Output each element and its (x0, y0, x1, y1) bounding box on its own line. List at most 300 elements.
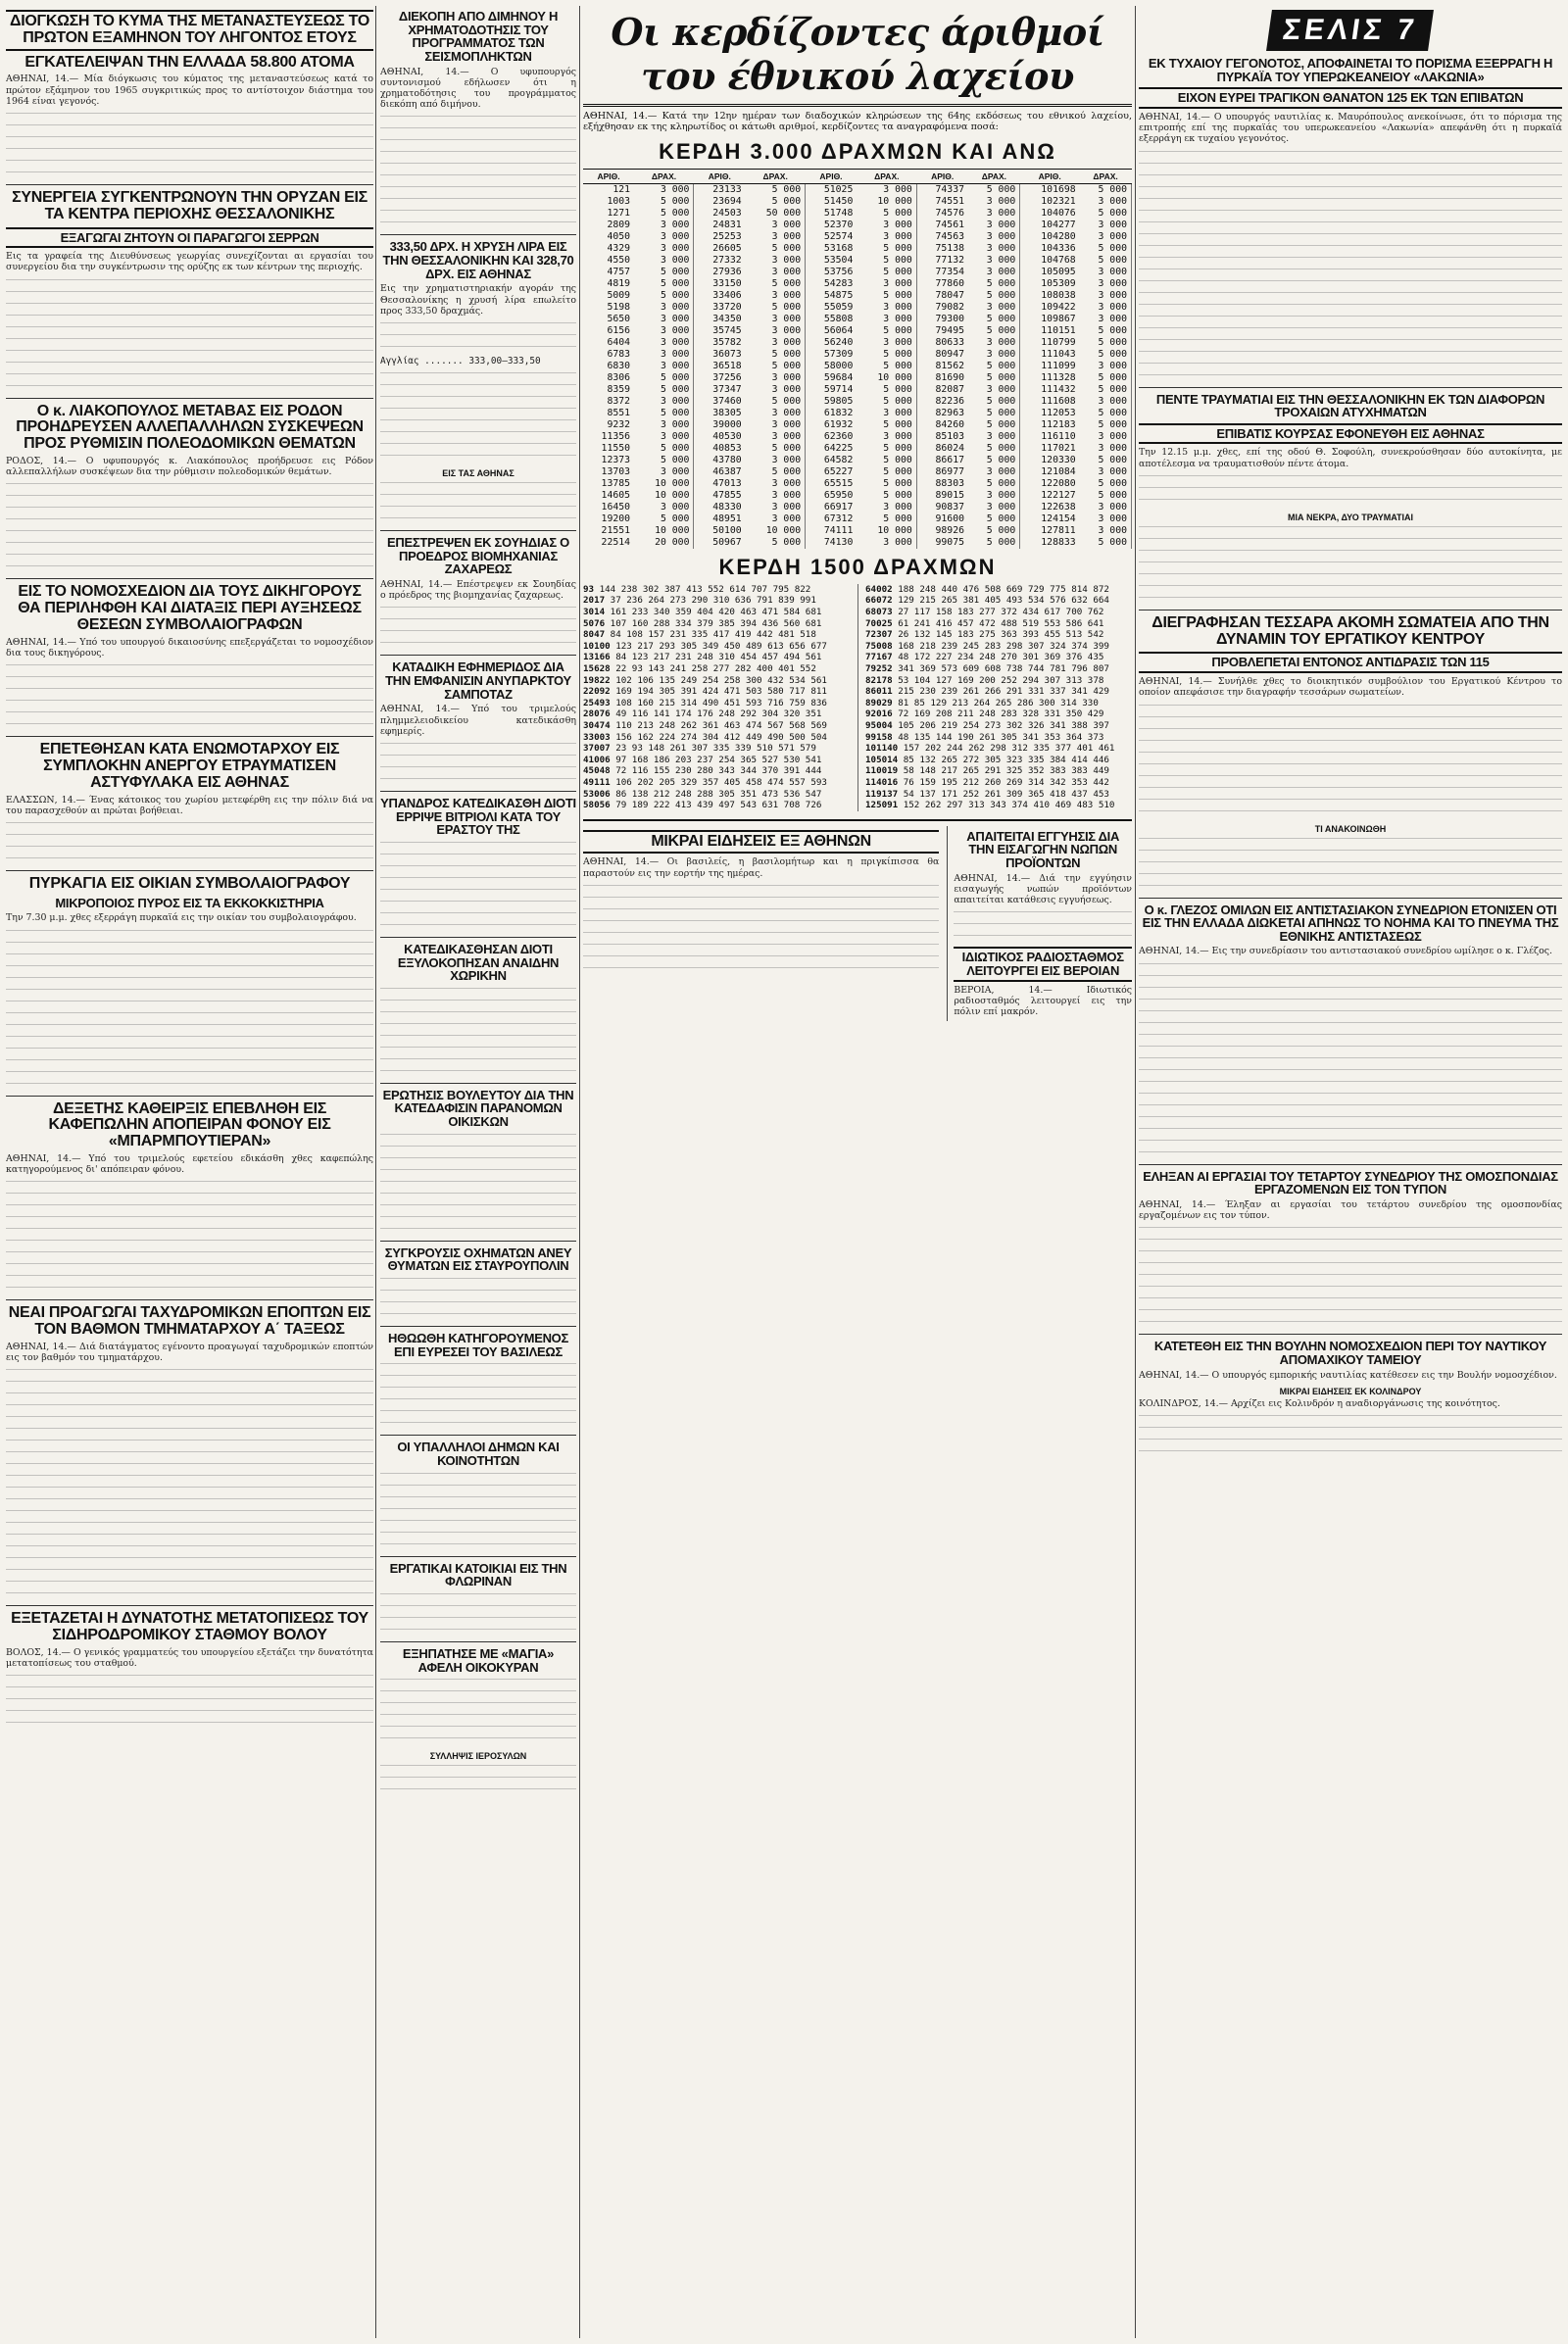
prize-amount: 5 000 (1080, 478, 1132, 490)
ticket-number: 40530 (712, 430, 742, 442)
prize-amount: 3 000 (746, 255, 806, 267)
ticket-number-line: 45048 72 116 155 230 280 343 344 370 391 444 (583, 765, 822, 777)
prize-amount: 5 000 (634, 372, 694, 384)
lottery-intro: ΑΘΗΝΑΙ, 14.— Κατά την 12ην ημέραν των διαδοχικών κληρώσεων της 64ης εκδόσεως του εθνικού λαχείου, εξήχθησαν εκ της κληρωτίδος οι κάτωθι αριθμοί, κερδίζοντες τα αναγραφόμενα ποσά: (583, 111, 1132, 133)
ticket-number: 11356 (601, 430, 631, 442)
column-header-drachmas: ΔΡΑΧ. (857, 169, 916, 183)
headline-sabotage: ΚΑΤΑΔΙΚΗ ΕΦΗΜΕΡΙΔΟΣ ΔΙΑ ΤΗΝ ΕΜΦΑΝΙΣΙΝ ΑΝΥΠΑΡΚΤΟΥ ΣΑΜΠΟΤΑΖ (385, 659, 571, 702)
prize-amount: 3 000 (746, 314, 806, 325)
ticket-number: 1271 (607, 207, 631, 219)
prize-amount: 3 000 (746, 408, 806, 419)
ticket-number: 19200 (601, 513, 631, 524)
ticket-number: 25253 (712, 230, 742, 242)
prize-amount: 3 000 (1080, 290, 1132, 302)
ticket-number: 12373 (601, 454, 631, 465)
ticket-number: 43780 (712, 454, 742, 465)
ticket-number: 79300 (935, 313, 965, 324)
prize-amount: 5 000 (857, 513, 916, 525)
ticket-number: 56064 (823, 324, 854, 336)
prize-amount: 5 000 (1080, 372, 1132, 384)
prize-amount: 3 000 (968, 466, 1020, 478)
prize-amount: 3 000 (857, 314, 916, 325)
ticket-number: 74563 (935, 230, 965, 242)
prize-amount: 5 000 (968, 513, 1020, 525)
column-rule (579, 6, 580, 2338)
ticket-number: 122127 (1041, 489, 1076, 501)
ticket-number: 89015 (935, 489, 965, 501)
prize-amount: 5 000 (1080, 243, 1132, 255)
prize-amount: 5 000 (634, 455, 694, 466)
ticket-number-line: 41006 97 168 186 203 237 254 365 527 530 541 (583, 754, 822, 765)
lottery-row (583, 361, 1132, 372)
prize-amount: 3 000 (857, 408, 916, 419)
lottery-row (583, 490, 1132, 502)
column-rule (375, 6, 376, 2338)
ticket-number-line: 110019 58 148 217 265 291 325 352 383 383 449 (865, 765, 1109, 777)
prize-amount: 5 000 (634, 208, 694, 220)
prize-amount: 5 000 (968, 537, 1020, 549)
lottery-row (583, 278, 1132, 290)
ticket-number: 24831 (712, 219, 742, 230)
ticket-number: 77132 (935, 254, 965, 266)
prize-amount: 3 000 (857, 537, 916, 549)
prize-title-3000: ΚΕΡΔΗ 3.000 ΔΡΑΧΜΩΝ ΚΑΙ ΑΝΩ (659, 138, 1056, 164)
article-radio-veroia: ΒΕΡΟΙΑ, 14.— Ιδιωτικός ραδιοσταθμός λειτουργεί εις την πόλιν επί μακρόν. (954, 984, 1132, 1017)
bottom-news-row (583, 826, 1132, 1021)
prize-amount: 5 000 (746, 302, 806, 314)
ticket-number: 109422 (1041, 301, 1076, 313)
column-header-number: ΑΡΙΘ. (583, 169, 634, 183)
prize-amount: 3 000 (746, 490, 806, 502)
prize-amount: 3 000 (634, 337, 694, 349)
prize-amount: 5 000 (857, 466, 916, 478)
lottery-row (583, 255, 1132, 267)
prize-amount: 3 000 (857, 502, 916, 513)
ticket-number: 51748 (823, 207, 854, 219)
prize-amount: 3 000 (1080, 525, 1132, 537)
ticket-number: 24503 (712, 207, 742, 219)
ticket-number: 53756 (823, 266, 854, 277)
prize-amount: 3 000 (1080, 196, 1132, 208)
ticket-number: 8359 (607, 383, 631, 395)
prize-amount: 5 000 (857, 455, 916, 466)
prize-amount: 3 000 (746, 290, 806, 302)
ticket-number-line: 93 144 238 302 387 413 552 614 707 795 822 (583, 583, 811, 595)
article-unions: ΑΘΗΝΑΙ, 14.— Συνήλθε χθες το διοικητικόν συμβούλιον του Εργατικού Κέντρου το οποίον απεφάσισε την διαγραφήν τεσσάρων σωματείων. (1139, 676, 1562, 699)
column-1 (6, 6, 373, 2338)
prize-amount: 3 000 (968, 208, 1020, 220)
article-gold-pound: Εις την χρηματιστηριακήν αγοράν της Θεσσαλονίκης η χρυσή λίρα επωλείτο προς 333,50 δραχμάς. (380, 283, 576, 317)
prize-amount: 3 000 (1080, 361, 1132, 372)
headline-deputy-question: ΕΡΩΤΗΣΙΣ ΒΟΥΛΕΥΤΟΥ ΔΙΑ ΤΗΝ ΚΑΤΕΔΑΦΙΣΙΝ ΠΑΡΑΝΟΜΩΝ ΟΙΚΙΣΚΩΝ (382, 1087, 574, 1130)
ticket-number: 112183 (1041, 418, 1076, 430)
prize-amount: 5 000 (968, 455, 1020, 466)
subhead-athens: ΕΙΣ ΤΑΣ ΑΘΗΝΑΣ (442, 468, 514, 479)
headline-short-news-athens: ΜΙΚΡΑΙ ΕΙΔΗΣΕΙΣ ΕΞ ΑΘΗΝΩΝ (583, 830, 939, 855)
prize-amount: 5 000 (746, 196, 806, 208)
subhead-thieves: ΣΥΛΛΗΨΙΣ ΙΕΡΟΣΥΛΩΝ (429, 1751, 527, 1762)
ticket-number: 54875 (823, 289, 854, 301)
prize-amount: 20 000 (634, 537, 694, 549)
lottery-row (583, 396, 1132, 408)
ticket-number-line: 77167 48 172 227 234 248 270 301 369 376 435 (865, 652, 1104, 663)
prize-amount: 5 000 (857, 349, 916, 361)
prize-amount: 3 000 (968, 220, 1020, 231)
ticket-number: 124154 (1041, 513, 1076, 524)
prize-amount: 5 000 (857, 443, 916, 455)
prize-amount: 5 000 (968, 325, 1020, 337)
article-cafe: ΑΘΗΝΑΙ, 14.— Υπό του τριμελούς εφετείου εδικάσθη χθες καφεπώλης κατηγορούμενος δι' απόπειραν φόνου. (6, 1153, 373, 1176)
headline-traffic-injuries: ΠΕΝΤΕ ΤΡΑΥΜΑΤΙΑΙ ΕΙΣ ΤΗΝ ΘΕΣΣΑΛΟΝΙΚΗΝ ΕΚ ΤΩΝ ΔΙΑΦΟΡΩΝ ΤΡΟΧΑΙΩΝ ΑΤΥΧΗΜΑΤΩΝ (1155, 391, 1545, 420)
column-header-number: ΑΡΙΘ. (806, 169, 858, 183)
prize-amount: 5 000 (1080, 208, 1132, 220)
prize-amount: 5 000 (857, 478, 916, 490)
ticket-number: 47855 (712, 489, 742, 501)
prize-amount: 3 000 (746, 478, 806, 490)
ticket-number: 11550 (601, 442, 631, 454)
ticket-number: 109867 (1041, 313, 1076, 324)
ticket-number: 65515 (823, 477, 854, 489)
prize-amount: 3 000 (634, 302, 694, 314)
ticket-number: 105309 (1041, 277, 1076, 289)
ticket-number: 53168 (823, 242, 854, 254)
ticket-number-line: 125091 152 262 297 313 343 374 410 469 483 510 (865, 800, 1115, 811)
lottery-row (583, 502, 1132, 513)
prize-amount: 5 000 (857, 396, 916, 408)
prize-amount: 5 000 (746, 361, 806, 372)
ticket-number: 13785 (601, 477, 631, 489)
prize-amount: 10 000 (746, 525, 806, 537)
ticket-number-line: 114016 76 159 195 212 260 269 314 342 353 442 (865, 776, 1109, 788)
ticket-number: 59805 (823, 395, 854, 407)
ticket-number: 6830 (607, 360, 631, 371)
ticket-number: 110799 (1041, 336, 1076, 348)
ticket-number: 81690 (935, 371, 965, 383)
ticket-number-line: 33003 156 162 224 274 304 412 449 490 500 504 (583, 731, 827, 743)
ticket-number: 5650 (607, 313, 631, 324)
headline-postal: ΝΕΑΙ ΠΡΟΑΓΩΓΑΙ ΤΑΧΥΔΡΟΜΙΚΩΝ ΕΠΟΠΤΩΝ ΕΙΣ ΤΟΝ ΒΑΘΜΟΝ ΤΜΗΜΑΤΑΡΧΟΥ Α΄ ΤΑΞΕΩΣ (8, 1304, 371, 1339)
prize-amount: 5 000 (1080, 490, 1132, 502)
prize-amount: 10 000 (857, 196, 916, 208)
ticket-number: 77860 (935, 277, 965, 289)
subhead-kolindros: ΜΙΚΡΑΙ ΕΙΔΗΣΕΙΣ ΕΚ ΚΟΛΙΝΔΡΟΥ (1279, 1386, 1422, 1396)
prize-amount: 5 000 (968, 290, 1020, 302)
ticket-number-line: 28076 49 116 141 174 176 248 292 304 320 351 (583, 708, 822, 720)
prize-amount: 5 000 (634, 384, 694, 396)
article-fire: Την 7.30 μ.μ. χθες εξερράγη πυρκαϊά εις την οικίαν του συμβολαιογράφου. (6, 912, 357, 924)
headline-policeman: ΕΠΕΤΕΘΗΣΑΝ ΚΑΤΑ ΕΝΩΜΟΤΑΡΧΟΥ ΕΙΣ ΣΥΜΠΛΟΚΗΝ ΑΝΕΡΓΟΥ ΕΤΡΑΥΜΑΤΙΣΕΝ ΑΣΤΥΦΥΛΑΚΑ ΕΙΣ ΑΘΗΝΑΣ (39, 741, 340, 791)
prize-amount: 3 000 (1080, 513, 1132, 525)
prize-amount: 3 000 (968, 267, 1020, 278)
column-header-drachmas: ΔΡΑΧ. (746, 169, 806, 183)
ticket-number: 50100 (712, 524, 742, 536)
prize-amount: 3 000 (968, 231, 1020, 243)
ticket-number: 88303 (935, 477, 965, 489)
ticket-number: 65950 (823, 489, 854, 501)
article-lawyers: ΑΘΗΝΑΙ, 14.— Υπό του υπουργού δικαιοσύνης επεξεργάζεται το νομοσχέδιον δια τους δικηγόρους. (6, 636, 373, 659)
prize-amount: 5 000 (746, 278, 806, 290)
ticket-number: 86977 (935, 465, 965, 477)
ticket-number: 57309 (823, 348, 854, 360)
prize-amount: 5 000 (968, 372, 1020, 384)
prize-amount: 3 000 (968, 243, 1020, 255)
headline-emigration: ΔΙΟΓΚΩΣΗ ΤΟ ΚΥΜΑ ΤΗΣ ΜΕΤΑΝΑΣΤΕΥΣΕΩΣ ΤΟ ΠΡΩΤΟΝ ΕΞΑΜΗΝΟΝ ΤΟΥ ΛΗΓΟΝΤΟΣ ΕΤΟΥΣ (6, 10, 373, 51)
prize-amount: 5 000 (634, 278, 694, 290)
ticket-number: 61832 (823, 407, 854, 418)
prize-amount: 3 000 (968, 302, 1020, 314)
subhead-taxi-passenger: ΕΠΙΒΑΤΙΣ ΚΟΥΡΣΑΣ ΕΦΟΝΕΥΘΗ ΕΙΣ ΑΘΗΝΑΣ (1139, 423, 1562, 445)
prize-amount: 5 000 (968, 478, 1020, 490)
article-kolindros: ΚΟΛΙΝΔΡΟΣ, 14.— Αρχίζει εις Κολινδρόν η αναδιοργάνωσις της κοινότητος. (1139, 1397, 1500, 1409)
ticket-number: 54283 (823, 277, 854, 289)
ticket-number: 33150 (712, 277, 742, 289)
headline-cafe: ΔΕΞΕΤΗΣ ΚΑΘΕΙΡΞΙΣ ΕΠΕΒΛΗΘΗ ΕΙΣ ΚΑΦΕΠΩΛΗΝ ΑΠΟΠΕΙΡΑΝ ΦΟΝΟΥ ΕΙΣ «ΜΠΑΡΜΠΟΥΤΙΕΡΑΝ» (48, 1099, 331, 1150)
ticket-number: 22514 (601, 536, 631, 548)
ticket-number: 104768 (1041, 254, 1076, 266)
ticket-number: 33720 (712, 301, 742, 313)
column-header-drachmas: ΔΡΑΧ. (968, 169, 1020, 183)
lottery-row (583, 302, 1132, 314)
ticket-number: 85103 (935, 430, 965, 442)
ticket-number: 102321 (1041, 195, 1076, 207)
prize-amount: 3 000 (746, 419, 806, 431)
ticket-number: 8372 (607, 395, 631, 407)
ticket-number: 4050 (607, 230, 631, 242)
lottery-row (583, 231, 1132, 243)
prize-amount: 3 000 (1080, 220, 1132, 231)
ticket-number: 37256 (712, 371, 742, 383)
ticket-number: 74561 (935, 219, 965, 230)
prize-amount: 3 000 (857, 337, 916, 349)
ticket-number: 64225 (823, 442, 854, 454)
ticket-number-line: 79252 341 369 573 609 608 738 744 781 796 807 (865, 662, 1109, 674)
ticket-number-line: 82178 53 104 127 169 200 252 294 307 313 378 (865, 674, 1104, 686)
prize-amount: 5 000 (857, 325, 916, 337)
ticket-number-line: 37007 23 93 148 261 307 335 339 510 571 579 (583, 743, 816, 755)
prize-amount: 5 000 (746, 537, 806, 549)
ticket-number: 48330 (712, 501, 742, 513)
prize-amount: 10 000 (857, 525, 916, 537)
ticket-number: 74337 (935, 183, 965, 195)
prize-amount: 5 000 (968, 361, 1020, 372)
ticket-number-line: 13166 84 123 217 231 248 310 454 457 494 561 (583, 652, 822, 663)
lottery-row (583, 220, 1132, 231)
prize-amount: 5 000 (857, 361, 916, 372)
article-lakonia: ΑΘΗΝΑΙ, 14.— Ο υπουργός ναυτιλίας κ. Μαυρόπουλος ανεκοίνωσε, ότι το πόρισμα της επιτροπής επί της πυρκαϊάς του υπερωκεανείου «Λακωνία» απεφάνθη ότι η πυρκαϊά εξερράγη εκ τυχαίου γεγονότος. (1139, 111, 1562, 145)
prize-amount: 5 000 (746, 349, 806, 361)
headline-naval-fund: ΚΑΤΕΤΕΘΗ ΕΙΣ ΤΗΝ ΒΟΥΛΗΝ ΝΟΜΟΣΧΕΔΙΟΝ ΠΕΡΙ ΤΟΥ ΝΑΥΤΙΚΟΥ ΑΠΟΜΑΧΙΚΟΥ ΤΑΜΕΙΟΥ (1153, 1339, 1547, 1367)
ticket-number: 128833 (1041, 536, 1076, 548)
ticket-number: 33406 (712, 289, 742, 301)
ticket-number: 40853 (712, 442, 742, 454)
ticket-number-line: 86011 215 230 239 261 266 291 331 337 341 429 (865, 686, 1109, 698)
ticket-number: 51450 (823, 195, 854, 207)
ticket-number: 82236 (935, 395, 965, 407)
subhead-rice: ΕΞΑΓΩΓΑΙ ΖΗΤΟΥΝ ΟΙ ΠΑΡΑΓΩΓΟΙ ΣΕΡΡΩΝ (6, 227, 373, 249)
prize-amount: 5 000 (746, 183, 806, 196)
prize-amount: 5 000 (746, 466, 806, 478)
ticket-number: 36073 (712, 348, 742, 360)
column-4 (1139, 6, 1562, 2338)
ticket-number: 48951 (712, 513, 742, 524)
prize-amount: 3 000 (1080, 443, 1132, 455)
ticket-number: 98926 (935, 524, 965, 536)
prize-amount: 10 000 (634, 490, 694, 502)
prize-amount: 5 000 (857, 267, 916, 278)
prize-amount: 3 000 (634, 431, 694, 443)
ticket-number: 36518 (712, 360, 742, 371)
ticket-number: 65227 (823, 465, 854, 477)
column-header-drachmas: ΔΡΑΧ. (634, 169, 694, 183)
ticket-number: 4819 (607, 277, 631, 289)
ticket-number: 5009 (607, 289, 631, 301)
ticket-number-line: 95004 105 206 219 254 273 302 326 341 388 397 (865, 719, 1109, 731)
headline-villager: ΚΑΤΕΔΙΚΑΣΘΗΣΑΝ ΔΙΟΤΙ ΕΞΥΛΟΚΟΠΗΣΑΝ ΑΝΑΙΔΗΝ ΧΩΡΙΚΗΝ (397, 941, 560, 984)
prize-amount: 3 000 (634, 231, 694, 243)
prize-amount: 3 000 (634, 502, 694, 513)
headline-radio-veroia: ΙΔΙΩΤΙΚΟΣ ΡΑΔΙΟΣΤΑΘΜΟΣ ΛΕΙΤΟΥΡΓΕΙ ΕΙΣ ΒΕΡΟΙΑΝ (954, 947, 1132, 981)
ticket-number-line: 53006 86 138 212 248 288 305 351 473 536 547 (583, 788, 822, 800)
ticket-number: 50967 (712, 536, 742, 548)
article-earthquake-funding: ΑΘΗΝΑΙ, 14.— Ο υφυπουργός συντονισμού εδήλωσεν ότι η χρηματοδότησις του προγράμματος διεκόπη από διμήνου. (380, 66, 576, 111)
prize-amount: 5 000 (968, 443, 1020, 455)
prize-amount: 3 000 (634, 325, 694, 337)
prize-amount: 3 000 (1080, 231, 1132, 243)
ticket-number: 116110 (1041, 430, 1076, 442)
lottery-row (583, 267, 1132, 278)
prize-amount: 3 000 (968, 502, 1020, 513)
ticket-number: 84260 (935, 418, 965, 430)
ticket-number-line: 105014 85 132 265 272 305 323 335 384 414 446 (865, 754, 1109, 765)
prize-amount: 5 000 (1080, 337, 1132, 349)
ticket-number: 111608 (1041, 395, 1076, 407)
headline-glezos: Ο κ. ΓΛΕΖΟΣ ΟΜΙΛΩΝ ΕΙΣ ΑΝΤΙΣΤΑΣΙΑΚΟΝ ΣΥΝΕΔΡΙΟΝ ΕΤΟΝΙΣΕΝ ΟΤΙ ΕΙΣ ΤΗΝ ΕΛΛΑΔΑ ΔΙΩΚΕΤΑΙ ΑΠΗΝΩΣ ΤΟ ΝΟΗΜΑ ΚΑΙ ΤΟ ΠΝΕΥΜΑ ΤΗΣ ΕΘΝΙΚΗΣ ΑΝΤΙΣΤΑΣΕΩΣ (1142, 902, 1559, 944)
prize-amount: 3 000 (634, 349, 694, 361)
ticket-number: 74576 (935, 207, 965, 219)
prize-amount: 3 000 (857, 183, 916, 196)
ticket-number: 47013 (712, 477, 742, 489)
prize-amount: 10 000 (634, 525, 694, 537)
ticket-number-line: 3014 161 233 340 359 404 420 463 471 584 681 (583, 607, 822, 617)
ticket-number-line: 75008 168 218 239 245 283 298 307 324 374 399 (865, 640, 1109, 652)
ticket-number: 9232 (607, 418, 631, 430)
prize-amount: 5 000 (634, 443, 694, 455)
article-policeman: ΕΛΑΣΣΩΝ, 14.— Ένας κάτοικος του χωρίου μετεφέρθη εις την πόλιν διά να του παρασχεθούν αι πρώται βοήθειαι. (6, 794, 373, 816)
ticket-number: 39000 (712, 418, 742, 430)
lottery-row (583, 525, 1132, 537)
headline-acquitted: ΗΘΩΩΘΗ ΚΑΤΗΓΟΡΟΥΜΕΝΟΣ ΕΠΙ ΕΥΡΕΣΕΙ ΤΟΥ ΒΑΣΙΛΕΩΣ (387, 1331, 568, 1359)
ticket-number: 38305 (712, 407, 742, 418)
prize-title-1500: ΚΕΡΔΗ 1500 ΔΡΑΧΜΩΝ (718, 554, 997, 579)
headline-gold-pound: 333,50 ΔΡΧ. Η ΧΡΥΣΗ ΛΙΡΑ ΕΙΣ ΤΗΝ ΘΕΣΣΑΛΟΝΙΚΗΝ ΚΑΙ 328,70 ΔΡΧ. ΕΙΣ ΑΘΗΝΑΣ (382, 239, 574, 281)
ticket-number: 37460 (712, 395, 742, 407)
subhead-fire: ΜΙΚΡΟΠΟΙΟΣ ΠΥΡΟΣ ΕΙΣ ΤΑ ΕΚΚΟΚΚΙΣΤΗΡΙΑ (55, 895, 324, 910)
ticket-number: 37347 (712, 383, 742, 395)
headline-lawyers: ΕΙΣ ΤΟ ΝΟΜΟΣΧΕΔΙΟΝ ΔΙΑ ΤΟΥΣ ΔΙΚΗΓΟΡΟΥΣ ΘΑ ΠΕΡΙΛΗΦΘΗ ΚΑΙ ΔΙΑΤΑΞΙΣ ΠΕΡΙ ΑΥΞΗΣΕΩΣ ΘΕΣΕΩΝ ΣΥΜΒΟΛΑΙΟΓΡΑΦΩΝ (18, 583, 362, 634)
lottery-row (583, 455, 1132, 466)
ticket-number: 23133 (712, 183, 742, 195)
lottery-row (583, 290, 1132, 302)
ticket-number: 81562 (935, 360, 965, 371)
ticket-number: 104280 (1041, 230, 1076, 242)
prize-amount: 3 000 (746, 267, 806, 278)
column-rule (1135, 6, 1136, 2338)
prize-amount: 5 000 (968, 419, 1020, 431)
ticket-number: 52574 (823, 230, 854, 242)
headline-municipal-employees: ΟΙ ΥΠΑΛΛΗΛΟΙ ΔΗΜΩΝ ΚΑΙ ΚΟΙΝΟΤΗΤΩΝ (397, 1440, 560, 1468)
ticket-number: 120330 (1041, 454, 1076, 465)
column-header-number: ΑΡΙΘ. (694, 169, 746, 183)
ticket-number-line: 68073 27 117 158 183 277 372 434 617 700 762 (865, 607, 1104, 617)
ticket-number: 8551 (607, 407, 631, 418)
lottery-row (583, 314, 1132, 325)
ticket-number: 112053 (1041, 407, 1076, 418)
headline-lakonia: ΕΚ ΤΥΧΑΙΟΥ ΓΕΓΟΝΟΤΟΣ, ΑΠΟΦΑΙΝΕΤΑΙ ΤΟ ΠΟΡΙΣΜΑ ΕΞΕΡΡΑΓΗ Η ΠΥΡΚΑΪΑ ΤΟΥ ΥΠΕΡΩΚΕΑΝΕΙΟΥ «ΛΑΚΩΝΙΑ» (1148, 56, 1553, 84)
ticket-number: 86617 (935, 454, 965, 465)
ticket-number: 78047 (935, 289, 965, 301)
headline-florina-housing: ΕΡΓΑΤΙΚΑΙ ΚΑΤΟΙΚΙΑΙ ΕΙΣ ΤΗΝ ΦΛΩΡΙΝΑΝ (389, 1560, 567, 1589)
prize-amount: 5 000 (1080, 455, 1132, 466)
ticket-number: 104277 (1041, 219, 1076, 230)
lottery-row (583, 349, 1132, 361)
prize-amount: 3 000 (1080, 267, 1132, 278)
ticket-number: 34350 (712, 313, 742, 324)
subhead-one-dead: ΜΙΑ ΝΕΚΡΑ, ΔΥΟ ΤΡΑΥΜΑΤΙΑΙ (1287, 512, 1414, 522)
prize-amount: 5 000 (857, 255, 916, 267)
ticket-number: 14605 (601, 489, 631, 501)
ticket-number: 79082 (935, 301, 965, 313)
lottery-row (583, 325, 1132, 337)
prize-amount: 5 000 (1080, 384, 1132, 396)
ticket-number-line: 58056 79 189 222 413 439 497 543 631 708 726 (583, 800, 822, 811)
article-postal: ΑΘΗΝΑΙ, 14.— Διά διατάγματος εγένοντο προαγωγαί ταχυδρομικών εποπτών εις τον βαθμόν του τμηματάρχου. (6, 1342, 373, 1364)
ticket-number-line: 25493 108 160 215 314 490 451 593 716 759 836 (583, 697, 827, 708)
prize-amount: 5 000 (634, 408, 694, 419)
ticket-number: 117021 (1041, 442, 1076, 454)
ticket-number: 111328 (1041, 371, 1076, 383)
article-rice: Εις τα γραφεία της Διευθύνσεως γεωργίας συνεχίζονται αι εργασίαι του συνεργείου δια την συγκέντρωσιν της ορύζης εκ των κέντρων της περιοχής. (6, 251, 373, 273)
prize-amount: 3 000 (857, 431, 916, 443)
ticket-number-line: 70025 61 241 416 457 472 488 519 553 586 641 (865, 617, 1104, 629)
ticket-number: 101698 (1041, 183, 1076, 195)
prize-amount: 3 000 (1080, 502, 1132, 513)
ticket-number: 91600 (935, 513, 965, 524)
ticket-number: 35745 (712, 324, 742, 336)
prize-amount: 3 000 (968, 196, 1020, 208)
lottery-row (583, 208, 1132, 220)
prize-amount: 3 000 (857, 278, 916, 290)
ticket-number: 104076 (1041, 207, 1076, 219)
prize-amount: 3 000 (1080, 431, 1132, 443)
ticket-number: 74130 (823, 536, 854, 548)
prize-amount: 5 000 (968, 396, 1020, 408)
prize-amount: 3 000 (1080, 466, 1132, 478)
ticket-number: 6783 (607, 348, 631, 360)
subhead-reaction-115: ΠΡΟΒΛΕΠΕΤΑΙ ΕΝΤΟΝΟΣ ΑΝΤΙΔΡΑΣΙΣ ΤΩΝ 115 (1139, 652, 1562, 673)
ticket-number: 86024 (935, 442, 965, 454)
ticket-number: 58000 (823, 360, 854, 371)
headline-press-congress: ΕΛΗΞΑΝ ΑΙ ΕΡΓΑΣΙΑΙ ΤΟΥ ΤΕΤΑΡΤΟΥ ΣΥΝΕΔΡΙΟΥ ΤΗΣ ΟΜΟΣΠΟΝΔΙΑΣ ΕΡΓΑΖΟΜΕΝΩΝ ΕΙΣ ΤΟΝ ΤΥΠΟΝ (1143, 1168, 1558, 1197)
article-emigration: ΑΘΗΝΑΙ, 14.— Μία διόγκωσις του κύματος της μεταναστεύσεως κατά το πρώτον εξάμηνον του 1965 συγκριτικώς προς το αντίστοιχον διάστημα του 1964 είναι γεγονός. (6, 73, 373, 107)
lottery-row (583, 478, 1132, 490)
ticket-number: 77354 (935, 266, 965, 277)
article-guarantee: ΑΘΗΝΑΙ, 14.— Διά την εγγύησιν εισαγωγής νωπών προϊόντων απαιτείται κατάθεσις εγγυήσεως. (954, 872, 1132, 906)
ticket-number: 111043 (1041, 348, 1076, 360)
lottery-row (583, 384, 1132, 396)
ticket-number-line: 8047 84 108 157 231 335 417 419 442 481 518 (583, 629, 816, 641)
prize-amount: 3 000 (746, 372, 806, 384)
headline-unions-expelled: ΔΙΕΓΡΑΦΗΣΑΝ ΤΕΣΣΑΡΑ ΑΚΟΜΗ ΣΩΜΑΤΕΙΑ ΑΠΟ ΤΗΝ ΔΥΝΑΜΙΝ ΤΟΥ ΕΡΓΑΤΙΚΟΥ ΚΕΝΤΡΟΥ (1152, 613, 1549, 648)
